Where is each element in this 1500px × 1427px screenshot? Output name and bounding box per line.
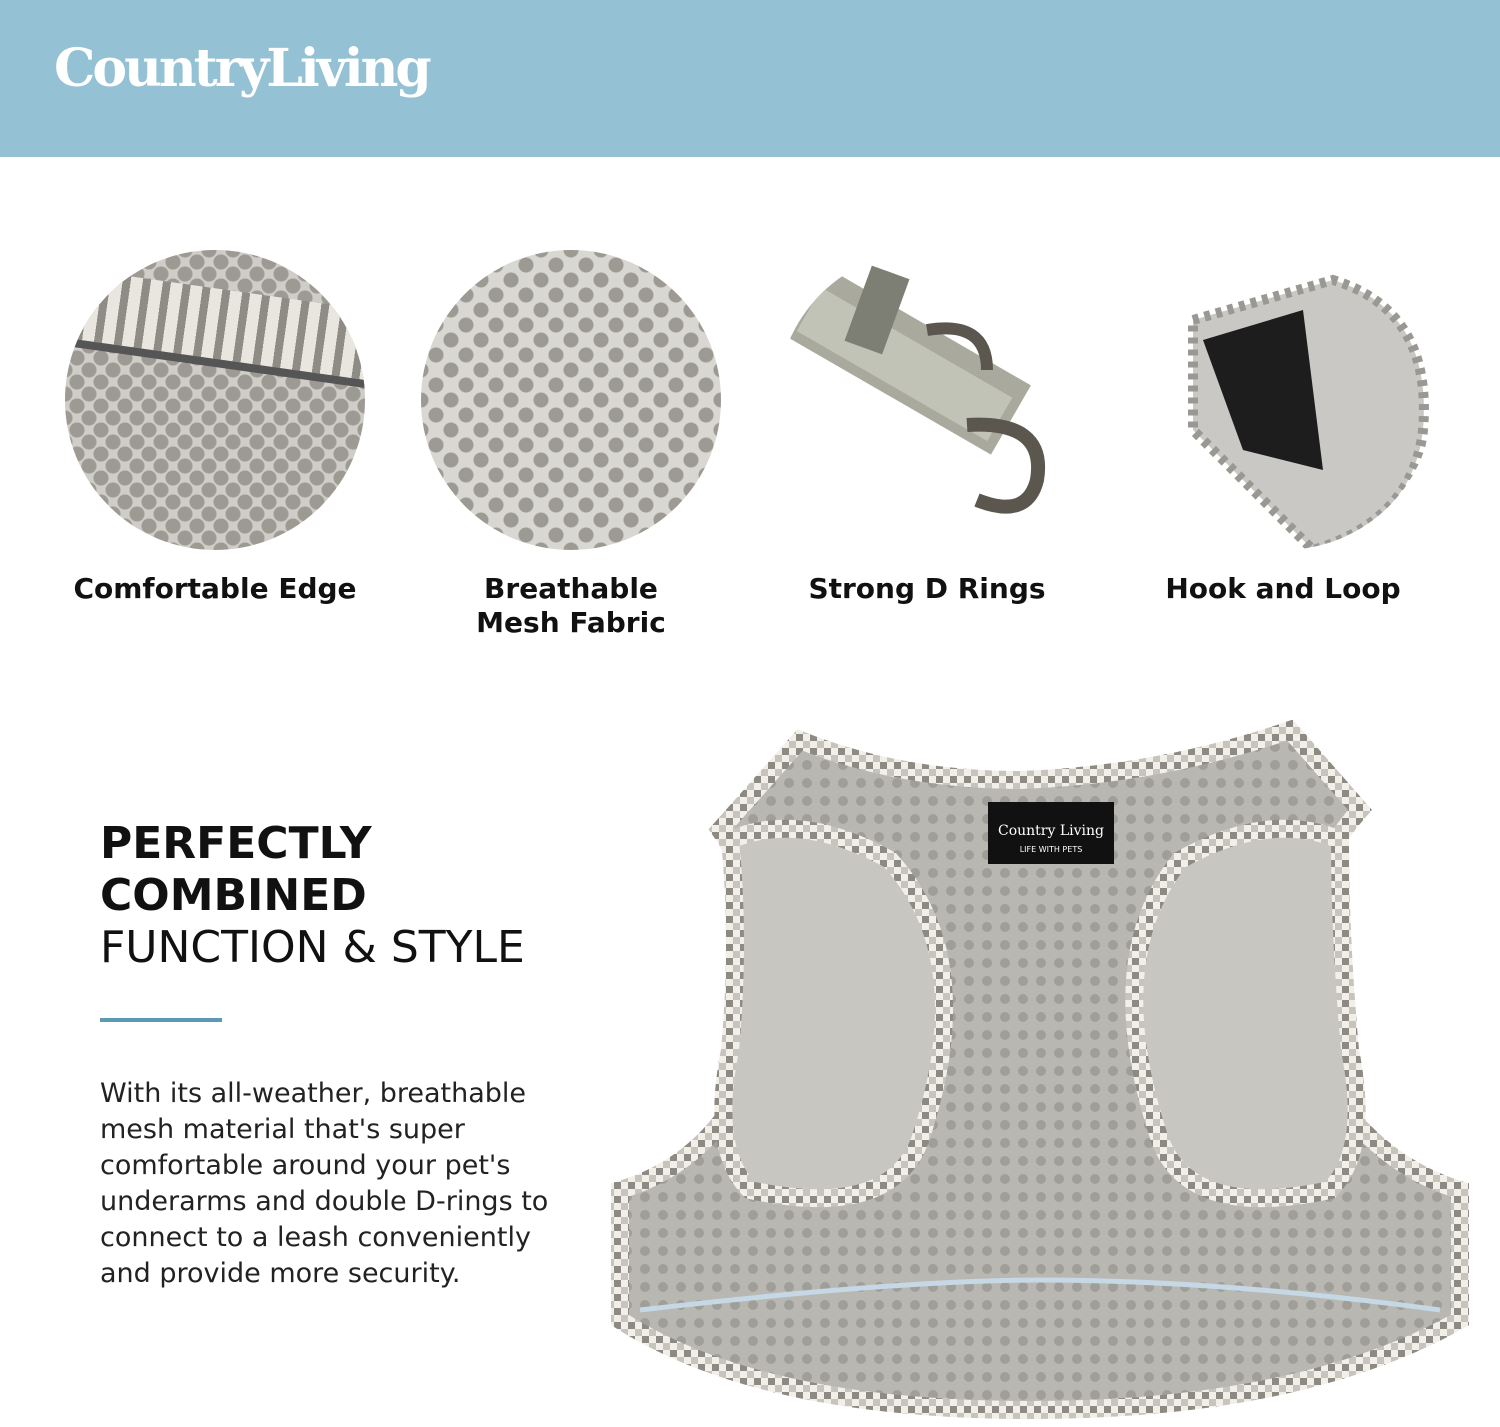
divider — [100, 1018, 222, 1022]
brand-logo: CountryLiving — [54, 38, 429, 99]
feature-caption: Breathable Mesh Fabric — [476, 572, 666, 639]
feature-mesh-fabric — [391, 250, 751, 640]
harness-tag-sub: LIFE WITH PETS — [1019, 845, 1083, 854]
feature-d-rings — [747, 250, 1107, 606]
harness-tag-brand: Country Living — [998, 823, 1104, 839]
feature-caption: Hook and Loop — [1165, 572, 1401, 605]
edge-closeup-image — [65, 250, 365, 550]
product-description: With its all-weather, breathable mesh material that's super comfortable around your pet's underarms and double D-rings to connect to a leash conveniently and provide more security. — [100, 1078, 549, 1289]
hook-loop-closeup-image — [1133, 250, 1433, 550]
headline-line-3: FUNCTION & STYLE — [100, 922, 525, 973]
feature-hook-and-loop — [1103, 250, 1463, 606]
harness-image — [600, 720, 1480, 1420]
feature-caption: Strong D Rings — [808, 572, 1046, 605]
headline-line-2: COMBINED — [100, 870, 367, 921]
headline-line-1: PERFECTLY — [100, 818, 372, 869]
mesh-closeup-image — [421, 250, 721, 550]
header-banner — [0, 0, 1500, 157]
d-ring-closeup-image — [777, 250, 1077, 550]
headline — [100, 818, 525, 974]
feature-caption: Comfortable Edge — [73, 572, 357, 605]
feature-comfortable-edge — [35, 250, 395, 606]
